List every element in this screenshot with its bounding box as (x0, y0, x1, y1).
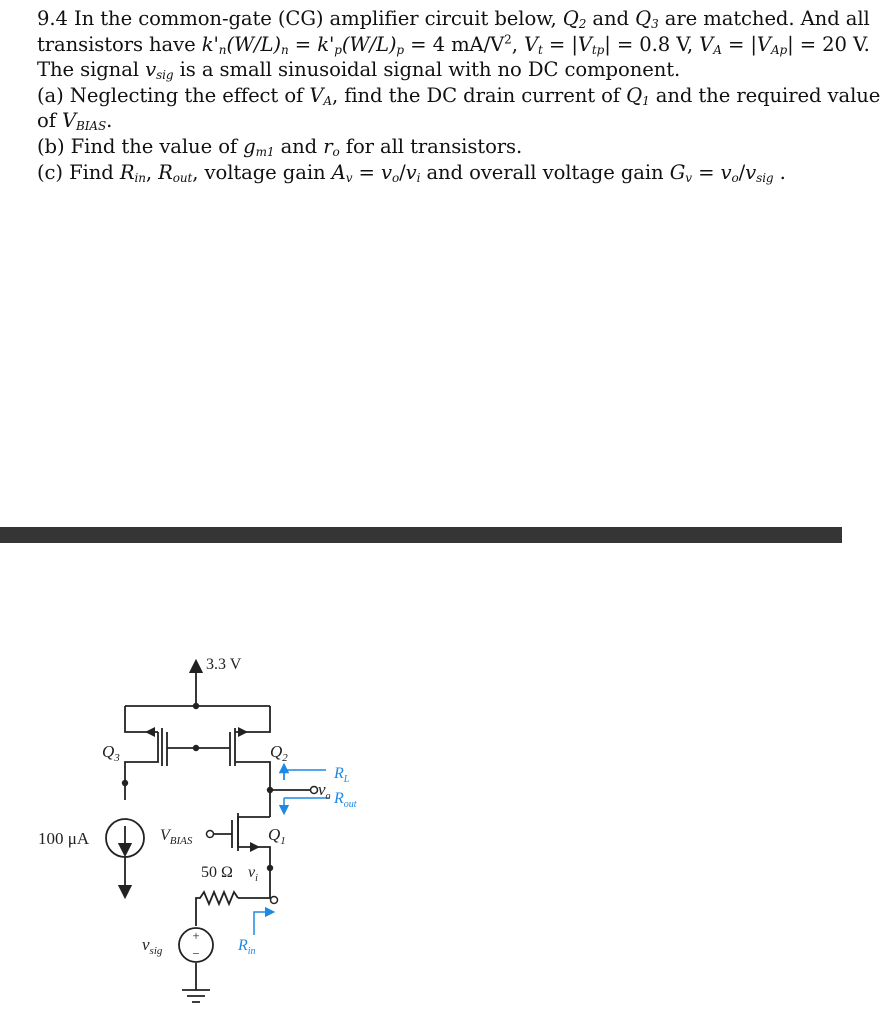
junction-dot (267, 787, 273, 793)
text: = (288, 32, 318, 56)
label-sub: BIAS (169, 835, 193, 847)
subscript: out (172, 170, 193, 185)
subscript: 2 (578, 17, 587, 31)
label-sub: i (255, 873, 258, 884)
symbol-vo: v (720, 160, 732, 184)
label-sub: L (343, 774, 350, 785)
symbol-q1: Q (626, 83, 643, 107)
q1-source-arrow (250, 842, 260, 852)
text: . (106, 109, 113, 133)
subscript: 3 (651, 17, 659, 31)
q2-label (270, 742, 288, 764)
symbol-vbias: V (61, 109, 77, 133)
symbol-q2: Q (562, 7, 579, 30)
label-main: R (334, 765, 344, 782)
subscript: p (396, 42, 404, 57)
symbol-ro: r (323, 134, 333, 158)
label-sub: out (343, 799, 357, 810)
rin-arrow-icon (254, 912, 270, 935)
q1-label (268, 825, 286, 847)
symbol-gm: g (243, 134, 256, 158)
text: of (37, 109, 62, 133)
text: = | (721, 32, 757, 56)
symbol-rout: R (158, 160, 173, 184)
q2-source-arrow (238, 727, 248, 737)
subscript: v (345, 170, 353, 185)
text: (c) Find (37, 160, 120, 184)
problem-line-6 (37, 134, 837, 160)
symbol-rin: R (119, 160, 135, 184)
subscript: o (391, 170, 400, 185)
symbol-vt: V (523, 32, 539, 56)
subscript: Ap (770, 42, 788, 57)
text: for all transistors. (339, 134, 523, 158)
problem-line-1 (37, 6, 870, 32)
q1-channel (238, 817, 270, 868)
label-sub: 2 (282, 752, 288, 764)
text: = | (542, 32, 578, 56)
text: transistors have (37, 32, 202, 56)
text: , find the DC drain current of (331, 83, 627, 107)
problem-line-5 (37, 108, 837, 134)
text: (b) Find the value of (37, 134, 244, 158)
q3-channel (125, 706, 158, 783)
symbol-wl: (W/L) (226, 32, 281, 56)
text: | = 20 V. (787, 32, 870, 56)
label-main: Q (270, 742, 283, 761)
text: . (773, 160, 786, 184)
text: and overall voltage gain (420, 160, 670, 184)
label-main: v (318, 780, 326, 799)
plus-sign: + (192, 928, 200, 943)
rl-indicator (284, 770, 326, 780)
rin-label (237, 937, 256, 957)
label-main: v (248, 864, 256, 881)
symbol-gv: G (669, 160, 686, 184)
vi-terminal (271, 897, 278, 904)
output-terminal (311, 787, 318, 794)
divider-bar (0, 527, 842, 543)
symbol-vap: V (756, 32, 771, 56)
text: are matched. And all (658, 7, 870, 30)
label-main: R (334, 790, 344, 807)
text: = (691, 160, 721, 184)
subscript: A (323, 93, 332, 108)
subscript: in (134, 170, 146, 185)
circuit-diagram (0, 543, 842, 1024)
symbol-kp: k' (317, 32, 335, 56)
text: / (738, 160, 746, 184)
resistor-label: 50 Ω (201, 864, 233, 881)
subscript: 1 (642, 93, 650, 108)
text: , (145, 160, 159, 184)
problem-statement (37, 6, 880, 185)
symbol-va: V (699, 32, 714, 56)
label-main: v (142, 935, 150, 954)
label-sub: in (247, 946, 256, 957)
subscript: v (685, 170, 692, 185)
q3-label (102, 742, 120, 764)
label-main: V (160, 827, 170, 844)
symbol-wl: (W/L) (341, 32, 397, 56)
subscript: o (731, 170, 739, 185)
subscript: t (538, 42, 543, 57)
text: is a small sinusoidal signal with no DC component. (173, 58, 681, 82)
problem-line-2 (37, 32, 870, 58)
symbol-vsig: v (745, 160, 757, 184)
symbol-va: V (309, 83, 324, 107)
subscript: n (218, 42, 227, 57)
text: The signal (37, 58, 146, 82)
vbias-terminal (207, 831, 214, 838)
text: , (511, 32, 524, 56)
symbol-vi: v (405, 160, 417, 184)
supply-label: 3.3 V (206, 656, 242, 673)
text: 9.4 In the common-gate (CG) amplifier circuit below, (37, 7, 563, 30)
rout-label (333, 790, 357, 810)
junction-dot (193, 703, 199, 709)
vbias-label (160, 827, 193, 847)
label-main: R (238, 937, 248, 954)
subscript: p (334, 42, 342, 57)
subscript: i (416, 170, 421, 185)
label-sub: 1 (280, 835, 286, 847)
symbol-kn: k' (201, 32, 219, 56)
subscript: m1 (255, 144, 275, 159)
vsig-label (142, 935, 163, 957)
text: = 4 mA/V (404, 32, 505, 56)
label-sub: sig (149, 945, 163, 957)
subscript: o (332, 144, 340, 159)
text: / (399, 160, 406, 184)
problem-line-3 (37, 57, 837, 83)
problem-line-4 (37, 83, 880, 109)
subscript: A (713, 42, 722, 57)
ground-icon (182, 990, 210, 1002)
resistor-50ohm (196, 892, 238, 926)
rl-label (333, 765, 350, 785)
superscript: 2 (504, 32, 512, 47)
q2-channel (235, 706, 270, 817)
junction-dot (193, 745, 199, 751)
q3-source-arrow (145, 727, 155, 737)
subscript: BIAS (76, 119, 107, 134)
subscript: sig (156, 68, 174, 83)
text: and (586, 7, 636, 30)
minus-sign: − (192, 946, 200, 961)
subscript: tp (591, 42, 605, 57)
text: = (352, 160, 381, 184)
label-sub: 3 (114, 752, 120, 764)
label-main: Q (102, 742, 115, 761)
label-sub: o (325, 791, 331, 802)
symbol-av: A (331, 160, 346, 184)
subscript: sig (756, 170, 774, 185)
symbol-vo: v (380, 160, 392, 184)
symbol-vtp: V (577, 32, 592, 56)
text: | = 0.8 V, (604, 32, 700, 56)
text: (a) Neglecting the effect of (37, 83, 310, 107)
text: and the required value (649, 83, 880, 107)
text: and (274, 134, 324, 158)
current-label: 100 μA (38, 829, 90, 848)
text: , voltage gain (192, 160, 332, 184)
symbol-vsig: v (145, 58, 157, 82)
subscript: n (280, 42, 289, 57)
vi-label (248, 864, 258, 884)
label-main: Q (268, 825, 281, 844)
problem-line-7 (37, 160, 837, 186)
vo-label (318, 780, 331, 802)
junction-dot (267, 865, 273, 871)
symbol-q3: Q (635, 7, 652, 30)
junction-dot (122, 780, 128, 786)
